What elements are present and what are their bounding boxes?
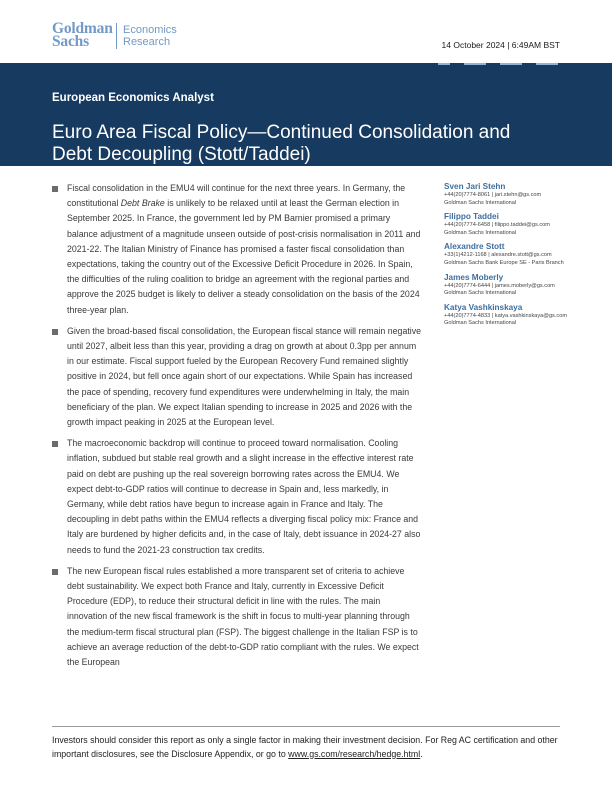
author-firm: Goldman Sachs International — [444, 229, 517, 236]
author-email-link[interactable]: alexandre.stott@gs.com — [491, 252, 552, 259]
disclosure-end: . — [420, 748, 423, 759]
author-phone: +44(20)7774-8061 | — [444, 192, 494, 198]
author-contact — [444, 222, 574, 230]
square-bullet-icon — [52, 186, 58, 192]
author-email-link[interactable]: james.moberly@gs.com — [494, 282, 555, 289]
disclosure-link[interactable]: www.gs.com/research/hedge.html — [288, 748, 421, 759]
page-header — [0, 0, 612, 63]
author-phone: +33(1)4212-1168 | — [444, 252, 490, 259]
author-email-link[interactable]: filippo.taddei@gs.com — [494, 222, 550, 229]
author-list — [444, 182, 574, 333]
goldman-sachs-logo — [52, 22, 122, 48]
author-entry — [444, 242, 574, 267]
author-firm: Goldman Sachs International — [444, 320, 517, 327]
title-banner — [0, 63, 612, 166]
author-name: James Moberly — [444, 272, 504, 282]
author-contact — [444, 252, 574, 260]
author-phone: +44(20)7774-4833 | — [444, 312, 494, 319]
banner-accent-mark — [464, 63, 486, 65]
disclosure-text: Investors should consider this report as only a single factor in making their investment decision. For Reg AC certification and other important disclosures, see the Disclosure Appendix, or go to — [52, 735, 558, 759]
bullet-text: Fiscal consolidation in the EMU4 will continue for the next three years. In Germany, the constitutional — [67, 183, 406, 209]
author-firm: Goldman Sachs International — [444, 199, 517, 206]
author-name: Alexandre Stott — [444, 242, 505, 252]
bullet-item — [52, 436, 422, 558]
logo-line-goldman: Goldman — [52, 20, 113, 37]
author-name: Katya Vashkinskaya — [444, 302, 523, 312]
report-title: Euro Area Fiscal Policy—Continued Consolidation and Debt Decoupling (Stott/Taddei) — [52, 121, 511, 165]
banner-accent-mark — [438, 63, 450, 65]
author-email-link[interactable]: jari.stehn@gs.com — [494, 192, 542, 198]
series-name: European Economics Analyst — [52, 92, 214, 104]
author-entry — [444, 303, 574, 328]
bullet-text: The macroeconomic backdrop will continue to proceed toward normalisation. Cooling inflation, subdued but stable real growth and a slight increase in the effective interest rate paid on debt are pushing up the real sovereign borrowing rates across the EMU4. We expect debt-to-GDP ratios will continue to decrease in Spain and, less markedly, in Germany, while debt ratios have begun to increase again in France and Italy. The decoupling in debt paths within the EMU4 reflects a diverging fiscal policy mix: France and Italy are burdened by higher deficits and, in the case of Italy, debt issuance in 2024-27 also needs to fund the 2021-23 construction tax credits. — [67, 438, 421, 555]
logo-divider — [116, 23, 117, 49]
author-contact — [444, 313, 574, 321]
summary-bullets — [52, 181, 422, 676]
footer-divider — [52, 726, 560, 727]
author-phone: +44(20)7774-6458 | — [444, 222, 494, 229]
author-name: Filippo Taddei — [444, 212, 499, 222]
square-bullet-icon — [52, 569, 58, 575]
bullet-text: is unlikely to be relaxed until at least the German election in September 2025. In France, the government led by PM Barnier promised a primary balance adjustment of a magnitude unseen outside of post-crisis normalisation in 2011 and 2021-22. The Italian Ministry of Finance has promised a faster fiscal consolidation than expectations, taking the country out of the Excessive Deficit Procedure in 2026. In Spain, the difficulties of the ruling coalition to bridge an agreement with the regional parties and approve the 2025 budget is likely to deliver a steady consolidation on the basis of the 2024 three-year plan. — [67, 198, 421, 315]
publication-date: 14 October 2024 | 6:49AM BST — [441, 40, 560, 50]
author-entry — [444, 182, 574, 207]
bullet-item — [52, 564, 422, 670]
logo-line-sachs: Sachs — [52, 33, 89, 50]
bullet-item — [52, 324, 422, 430]
logo-sub-research: Research — [123, 36, 171, 48]
logo-sub-economics: Economics — [123, 24, 177, 36]
author-contact — [444, 283, 574, 291]
author-entry — [444, 212, 574, 237]
bullet-text: The new European fiscal rules established a more transparent set of criteria to achieve debt sustainability. We expect both France and Italy, currently in Excessive Deficit Procedure (EDP), to reduce their structural deficit in line with the rules. The main innovation of the new fiscal framework is the shift in focus to multi-year planning through the medium-term fiscal structural plan (FSP). The biggest challenge in the Italian FSP is to achieve an average reduction of the debt-to-GDP ratio compliant with the rules. We expect the European — [67, 565, 419, 668]
square-bullet-icon — [52, 441, 58, 447]
author-phone: +44(20)7774-6444 | — [444, 282, 494, 289]
author-contact — [444, 192, 574, 200]
banner-accent-mark — [500, 63, 522, 65]
author-name: Sven Jari Stehn — [444, 182, 506, 191]
bullet-italic-text: Debt Brake — [120, 198, 165, 209]
author-firm: Goldman Sachs Bank Europe SE - Paris Branch — [444, 259, 564, 266]
economics-research-label — [123, 24, 177, 48]
bullet-item — [52, 181, 422, 318]
bullet-text: Given the broad-based fiscal consolidation, the European fiscal stance will remain negative until 2027, albeit less than this year, providing a drag on growth at about 0.3pp per annum in our estimate. Fiscal support fueled by the European Recovery Fund remained slightly positive in 2024, but fell once again short of our expectations. While Spain has increased the pace of spending, recovery fund expenditures were underwhelming in Italy, the main beneficiary of the plan. We expect Italian spending to increase in 2025 and 2026 with the growth impact peaking in 2025 at the European level. — [67, 325, 422, 428]
author-firm: Goldman Sachs International — [444, 290, 517, 297]
disclosure-footer — [52, 734, 562, 761]
banner-accent-mark — [536, 63, 558, 65]
author-email-link[interactable]: katya.vashkinskaya@gs.com — [494, 312, 567, 319]
author-entry — [444, 273, 574, 298]
square-bullet-icon — [52, 329, 58, 335]
